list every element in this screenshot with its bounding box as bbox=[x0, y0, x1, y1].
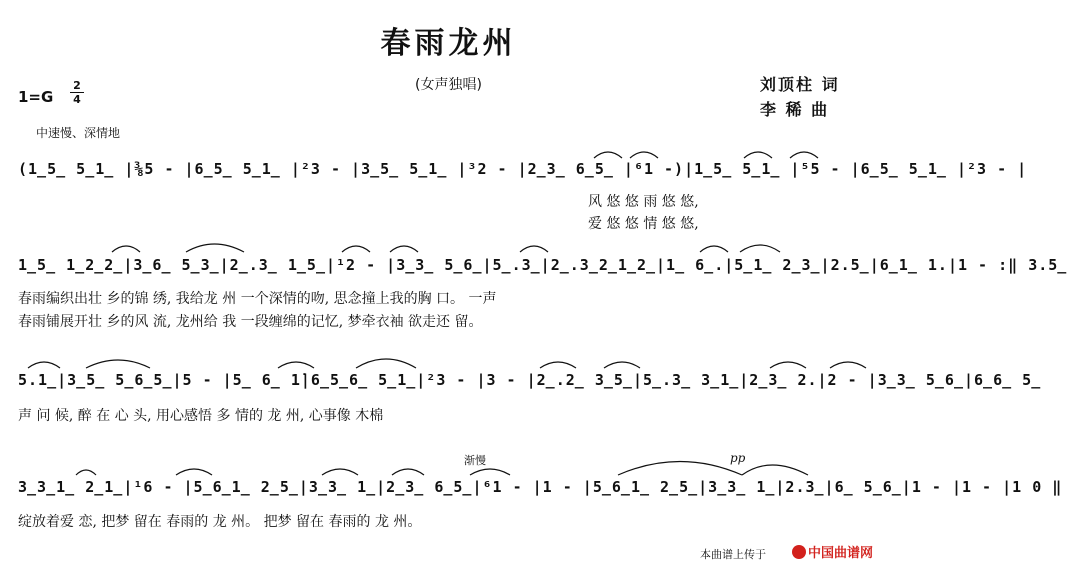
site-logo bbox=[792, 542, 873, 561]
dynamic-pianissimo: pp bbox=[730, 451, 746, 465]
key-signature: 1=G bbox=[18, 88, 54, 106]
logo-icon bbox=[792, 545, 806, 559]
time-signature-bottom: 4 bbox=[73, 93, 81, 106]
composer-credit: 李 稀 曲 bbox=[760, 100, 830, 119]
lyrics-line-2-verse-2: 春雨铺展开壮 乡的风 流, 龙州给 我 一段缠绵的记忆, 梦牵衣袖 欲走还 留。 bbox=[18, 314, 483, 330]
ritardando-mark: 渐慢 bbox=[464, 454, 486, 467]
lyrics-line-1-verse-1: 风 悠 悠 雨 悠 悠, bbox=[588, 194, 699, 210]
staff-line-4: 3̲3̲1̲ 2̲1̲|¹6 - |5̲6̲1̲ 2̲5̲|3̲3̲ 1̲|2̲3̲ 6̲5̲|⁶1 - |1 - |5̲6̲1̲ 2̲5̲|3̲3̲ 1̲|2.3̲|6̲ 5̲6̲|1 - |1 - |1 0 ‖ bbox=[18, 478, 1063, 496]
performance-note: (女声独唱) bbox=[415, 77, 482, 93]
time-signature-top: 2 bbox=[73, 79, 81, 92]
staff-line-1: (1̲5̲ 5̲1̲ |⅜5 - |6̲5̲ 5̲1̲ |²3 - |3̲5̲ 5̲1̲ |³2 - |2̲3̲ 6̲5̲ |⁶1 -)|1̲5̲ 5̲1̲ |⁵5 - |6̲5̲ 5̲1̲ |²3 - | bbox=[18, 160, 1028, 178]
staff-line-3: 5.1̲|3̲5̲ 5̲6̲5̲|5 - |5̲ 6̲ 1̇|6̲5̲6̲ 5̲1̲|²3 - |3 - |2̲.2̲ 3̲5̲|5̲.3̲ 3̲1̲|2̲3̲ 2.|2 - |3̲3̲ 5̲6̲|6̲6̲ 5̲ bbox=[18, 371, 1042, 389]
lyrics-line-2-verse-1: 春雨编织出壮 乡的锦 绣, 我给龙 州 一个深情的吻, 思念撞上我的胸 口。 一声 bbox=[18, 291, 497, 307]
staff-line-2: 1̲5̲ 1̲2̲2̲|3̲6̲ 5̲3̲|2̲.3̲ 1̲5̲|¹2 - |3̲3̲ 5̲6̲|5̲.3̲|2̲.3̲2̲1̲2̲|1̲ 6̲.|5̲1̲ 2̲3̲|2.5̲|6̲1̲ 1.|1 - :‖ 3.5̲ bbox=[18, 256, 1067, 274]
lyrics-line-1-verse-2: 爱 悠 悠 情 悠 悠, bbox=[588, 216, 699, 232]
song-title: 春雨龙州 bbox=[380, 26, 517, 61]
site-logo-text: 中国曲谱网 bbox=[808, 546, 874, 561]
lyrics-line-3: 声 问 候, 醉 在 心 头, 用心感悟 多 情的 龙 州, 心事像 木棉 bbox=[18, 408, 384, 424]
lyricist-credit: 刘顶柱 词 bbox=[760, 75, 840, 94]
lyrics-line-4: 绽放着爱 恋, 把梦 留在 春雨的 龙 州。 把梦 留在 春雨的 龙 州。 bbox=[18, 514, 422, 530]
tempo-marking: 中速慢、深情地 bbox=[36, 126, 121, 140]
upload-notice: 本曲谱上传于 bbox=[700, 548, 766, 561]
